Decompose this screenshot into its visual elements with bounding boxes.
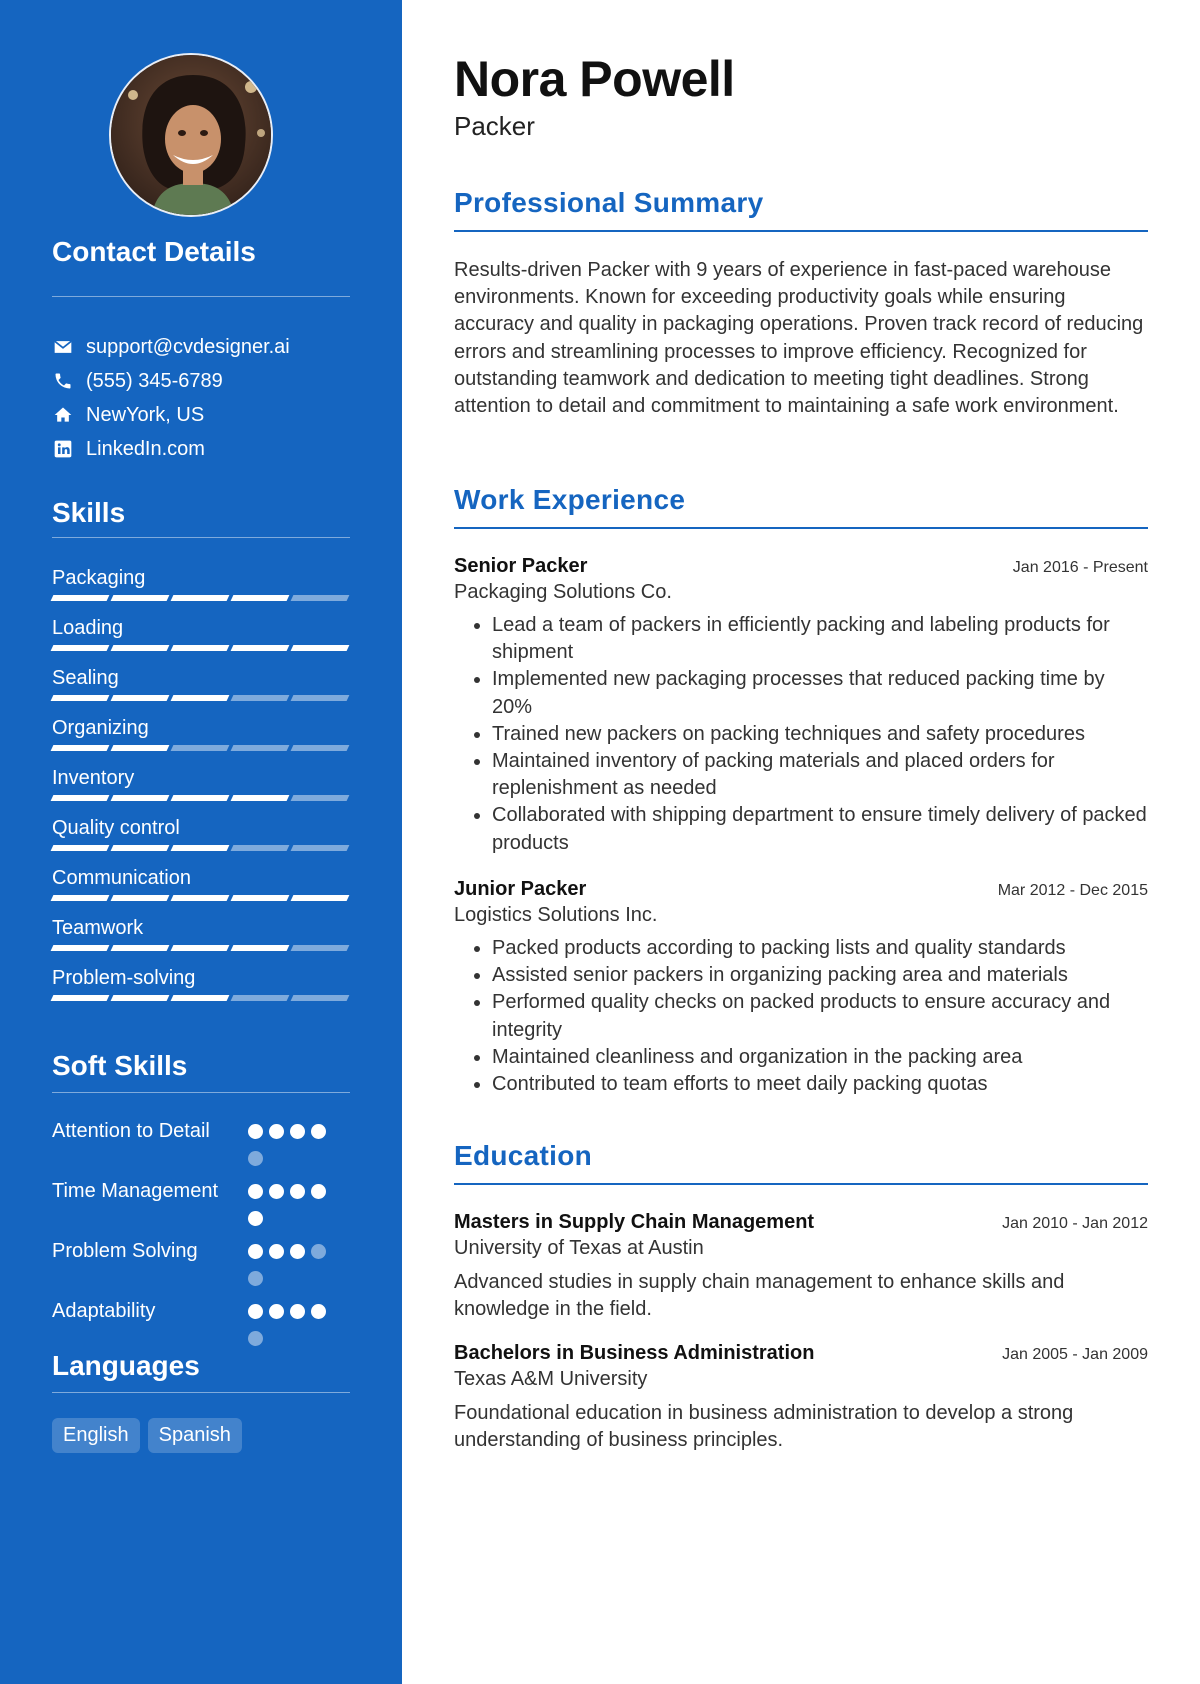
- language-tag: Spanish: [148, 1418, 242, 1453]
- rating-dot-filled: [311, 1184, 326, 1199]
- skills-list: [52, 565, 350, 1015]
- skill-bar-filled: [51, 795, 110, 801]
- skill-bar-filled: [231, 795, 290, 801]
- soft-skill-item: [52, 1118, 352, 1178]
- summary-text: Results-driven Packer with 9 years of experience in fast-paced warehouse environments. Known for exceeding productivity goals while ensuring accuracy and quality in packaging operations. Proven track record of reducing errors and streamlining processes to improve efficiency. Recognized for outstanding teamwork and dedication to meeting tight deadlines. Strong attention to detail and commitment to maintaining a safe work environment.: [454, 259, 1144, 418]
- skill-bar-filled: [171, 695, 230, 701]
- skill-level-bars: [52, 845, 350, 851]
- skill-bar-filled: [171, 895, 230, 901]
- skill-bar-filled: [171, 595, 230, 601]
- job-bullet: • Assisted senior packers in organizing packing area and materials: [492, 962, 1148, 989]
- rating-dot-filled: [290, 1304, 305, 1319]
- job-title: Junior Packer: [454, 878, 587, 900]
- soft-skill-rating: [248, 1298, 332, 1358]
- skill-name: Organizing: [52, 717, 149, 739]
- soft-skill-rating: [248, 1118, 332, 1178]
- skill-bar-empty: [231, 845, 290, 851]
- experience-divider: [454, 527, 1148, 529]
- skill-bar-empty: [291, 695, 350, 701]
- contact-email[interactable]: [52, 330, 352, 364]
- skill-item: [52, 915, 350, 965]
- rating-dot-filled: [248, 1184, 263, 1199]
- rating-dot-empty: [248, 1151, 263, 1166]
- job-bullet: • Lead a team of packers in efficiently packing and labeling products for shipment: [492, 612, 1148, 666]
- job-bullet: • Performed quality checks on packed products to ensure accuracy and integrity: [492, 989, 1148, 1043]
- job-bullet: • Packed products according to packing lists and quality standards: [492, 935, 1148, 962]
- skill-item: [52, 765, 350, 815]
- contact-location: [52, 398, 352, 432]
- soft-skill-item: [52, 1178, 352, 1238]
- soft-skill-name: Attention to Detail: [52, 1120, 210, 1142]
- contact-list: [52, 330, 352, 466]
- skill-item: [52, 865, 350, 915]
- school-name: Texas A&M University: [454, 1368, 648, 1390]
- rating-dot-empty: [311, 1244, 326, 1259]
- skill-bar-empty: [291, 995, 350, 1001]
- education-description: Advanced studies in supply chain management to enhance skills and knowledge in the field.: [454, 1271, 1065, 1321]
- rating-dot-filled: [269, 1304, 284, 1319]
- skill-bar-filled: [111, 695, 170, 701]
- skill-level-bars: [52, 795, 350, 801]
- skill-bar-filled: [51, 595, 110, 601]
- contact-email-text: support@cvdesigner.ai: [86, 335, 290, 358]
- skill-bar-filled: [231, 895, 290, 901]
- job-dates: Jan 2016 - Present: [1012, 559, 1148, 576]
- home-icon: [52, 404, 74, 426]
- contact-linkedin-text: LinkedIn.com: [86, 437, 205, 460]
- phone-icon: [52, 370, 74, 392]
- skill-level-bars: [52, 995, 350, 1001]
- degree-title: Bachelors in Business Administration: [454, 1342, 815, 1364]
- job-company: Logistics Solutions Inc.: [454, 904, 658, 926]
- skill-bar-filled: [51, 845, 110, 851]
- skill-name: Loading: [52, 617, 124, 639]
- contact-divider: [52, 296, 350, 297]
- skill-bar-empty: [291, 745, 350, 751]
- skill-bar-filled: [51, 745, 110, 751]
- profile-photo: [111, 55, 273, 217]
- skill-bar-filled: [51, 895, 110, 901]
- skill-level-bars: [52, 945, 350, 951]
- skill-bar-filled: [51, 945, 110, 951]
- skill-bar-empty: [291, 945, 350, 951]
- soft-skill-item: [52, 1298, 352, 1358]
- skill-bar-filled: [171, 795, 230, 801]
- skill-level-bars: [52, 895, 350, 901]
- rating-dot-filled: [269, 1184, 284, 1199]
- job-bullet: • Contributed to team efforts to meet daily packing quotas: [492, 1071, 1148, 1098]
- degree-title: Masters in Supply Chain Management: [454, 1211, 815, 1233]
- languages-heading: Languages: [52, 1350, 200, 1381]
- education-entry: [454, 1211, 1148, 1323]
- soft-skills-divider: [52, 1092, 350, 1093]
- skill-bar-empty: [291, 795, 350, 801]
- skill-bar-empty: [291, 845, 350, 851]
- skill-item: [52, 565, 350, 615]
- contact-phone[interactable]: [52, 364, 352, 398]
- skill-level-bars: [52, 695, 350, 701]
- soft-skills-heading: Soft Skills: [52, 1050, 188, 1081]
- contact-linkedin[interactable]: [52, 432, 352, 466]
- skill-name: Teamwork: [52, 917, 144, 939]
- skill-bar-filled: [111, 995, 170, 1001]
- rating-dot-empty: [248, 1271, 263, 1286]
- skill-item: [52, 965, 350, 1015]
- soft-skill-rating: [248, 1238, 332, 1298]
- rating-dot-filled: [269, 1124, 284, 1139]
- linkedin-icon: [52, 438, 74, 460]
- education-dates: Jan 2005 - Jan 2009: [1002, 1346, 1148, 1363]
- school-name: University of Texas at Austin: [454, 1237, 704, 1259]
- soft-skill-item: [52, 1238, 352, 1298]
- rating-dot-filled: [290, 1184, 305, 1199]
- contact-details-heading: Contact Details: [52, 236, 256, 267]
- skill-bar-filled: [171, 995, 230, 1001]
- skill-bar-empty: [231, 995, 290, 1001]
- skill-bar-filled: [111, 645, 170, 651]
- skill-bar-filled: [231, 645, 290, 651]
- education-entry: [454, 1342, 1148, 1454]
- skills-divider: [52, 537, 350, 538]
- skill-bar-filled: [111, 895, 170, 901]
- skill-bar-filled: [111, 595, 170, 601]
- skill-bar-filled: [231, 945, 290, 951]
- skill-bar-empty: [291, 595, 350, 601]
- skill-bar-filled: [171, 945, 230, 951]
- rating-dot-filled: [248, 1244, 263, 1259]
- contact-phone-text: (555) 345-6789: [86, 369, 223, 392]
- envelope-icon: [52, 336, 74, 358]
- job-entry-junior-packer: [454, 878, 1148, 1098]
- rating-dot-filled: [269, 1244, 284, 1259]
- soft-skill-name: Adaptability: [52, 1300, 156, 1322]
- soft-skill-name: Problem Solving: [52, 1240, 198, 1262]
- skill-bar-filled: [51, 695, 110, 701]
- job-dates: Mar 2012 - Dec 2015: [997, 882, 1148, 899]
- rating-dot-filled: [311, 1304, 326, 1319]
- candidate-name: Nora Powell: [454, 51, 735, 107]
- skill-bar-filled: [51, 995, 110, 1001]
- summary-heading: Professional Summary: [454, 187, 764, 218]
- soft-skill-rating: [248, 1178, 332, 1238]
- rating-dot-filled: [311, 1124, 326, 1139]
- skill-item: [52, 665, 350, 715]
- skill-name: Inventory: [52, 767, 135, 789]
- job-entry-senior-packer: [454, 555, 1148, 857]
- skill-name: Quality control: [52, 817, 180, 839]
- job-bullets: [454, 935, 1148, 1098]
- education-description: Foundational education in business administration to develop a strong understanding of business principles.: [454, 1402, 1074, 1452]
- job-bullet: • Trained new packers on packing techniques and safety procedures: [492, 721, 1148, 748]
- skill-bar-empty: [171, 745, 230, 751]
- soft-skills-list: [52, 1118, 352, 1358]
- soft-skill-name: Time Management: [52, 1180, 218, 1202]
- education-divider: [454, 1183, 1148, 1185]
- job-bullet: • Maintained inventory of packing materials and placed orders for replenishment as needed: [492, 748, 1148, 802]
- skill-name: Communication: [52, 867, 191, 889]
- skill-level-bars: [52, 595, 350, 601]
- skill-level-bars: [52, 745, 350, 751]
- rating-dot-filled: [248, 1124, 263, 1139]
- job-bullet: • Maintained cleanliness and organization in the packing area: [492, 1044, 1148, 1071]
- skill-bar-filled: [51, 645, 110, 651]
- skill-bar-empty: [231, 695, 290, 701]
- rating-dot-filled: [248, 1304, 263, 1319]
- skill-bar-filled: [291, 895, 350, 901]
- job-bullets: [454, 612, 1148, 857]
- avatar: [109, 53, 273, 217]
- skill-name: Sealing: [52, 667, 119, 689]
- summary-divider: [454, 230, 1148, 232]
- job-bullet: • Collaborated with shipping department to ensure timely delivery of packed products: [492, 802, 1148, 856]
- skill-bar-empty: [231, 745, 290, 751]
- job-title: Senior Packer: [454, 555, 588, 577]
- rating-dot-filled: [290, 1124, 305, 1139]
- skill-level-bars: [52, 645, 350, 651]
- sidebar: [0, 0, 402, 1684]
- skills-heading: Skills: [52, 497, 126, 528]
- skill-bar-filled: [171, 645, 230, 651]
- education-heading: Education: [454, 1140, 593, 1171]
- skill-bar-filled: [111, 795, 170, 801]
- skill-bar-filled: [171, 845, 230, 851]
- education-dates: Jan 2010 - Jan 2012: [1002, 1215, 1148, 1232]
- experience-heading: Work Experience: [454, 484, 686, 515]
- skill-item: [52, 615, 350, 665]
- skill-bar-filled: [111, 745, 170, 751]
- skill-item: [52, 815, 350, 865]
- language-tag: English: [52, 1418, 140, 1453]
- skill-bar-filled: [111, 845, 170, 851]
- skill-name: Problem-solving: [52, 967, 196, 989]
- job-company: Packaging Solutions Co.: [454, 581, 672, 603]
- skill-bar-filled: [291, 645, 350, 651]
- rating-dot-empty: [248, 1331, 263, 1346]
- contact-location-text: NewYork, US: [86, 403, 205, 426]
- skill-bar-filled: [231, 595, 290, 601]
- languages-divider: [52, 1392, 350, 1393]
- candidate-title: Packer: [454, 111, 535, 141]
- rating-dot-filled: [248, 1211, 263, 1226]
- skill-bar-filled: [111, 945, 170, 951]
- skill-item: [52, 715, 350, 765]
- job-bullet: • Implemented new packaging processes that reduced packing time by 20%: [492, 666, 1148, 720]
- skill-name: Packaging: [52, 567, 146, 589]
- rating-dot-filled: [290, 1244, 305, 1259]
- languages-list: [52, 1418, 242, 1453]
